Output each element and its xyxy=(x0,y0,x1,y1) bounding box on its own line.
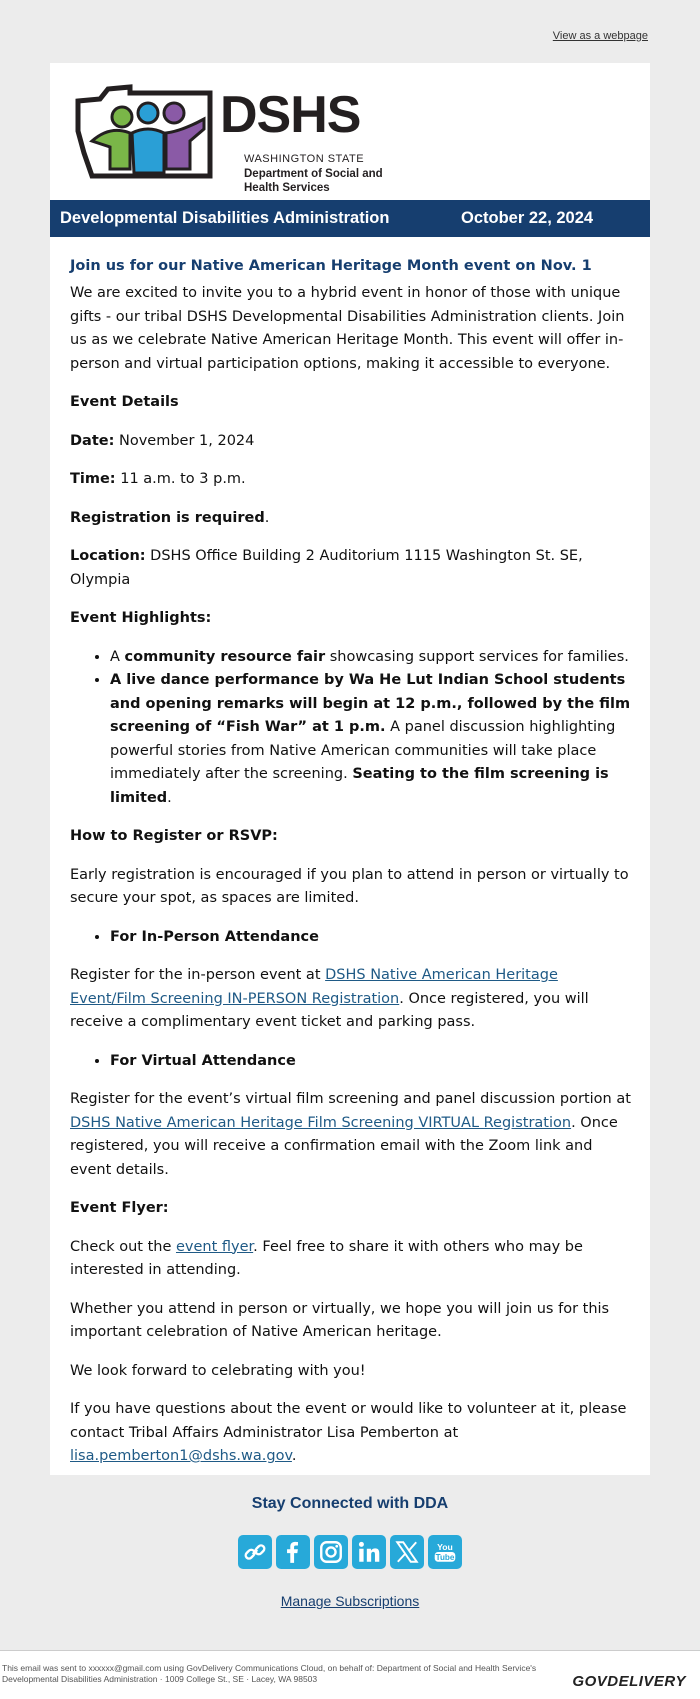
link-icon[interactable] xyxy=(238,1535,272,1569)
social-icons xyxy=(238,1535,468,1569)
banner-date: October 22, 2024 xyxy=(461,209,594,227)
forward-paragraph: We look forward to celebrating with you! xyxy=(70,1362,366,1379)
youtube-icon[interactable] xyxy=(428,1535,462,1569)
flyer-paragraph: Check out the event flyer. Feel free to share it with others who may be interested in attending. xyxy=(70,1238,583,1278)
linkedin-icon[interactable] xyxy=(352,1535,386,1569)
article-body xyxy=(70,255,635,1484)
stay-connected-heading: Stay Connected with DDA xyxy=(251,1495,449,1512)
x-icon[interactable] xyxy=(390,1535,424,1569)
event-time: Time: 11 a.m. to 3 p.m. xyxy=(70,471,246,487)
event-date: Date: November 1, 2024 xyxy=(70,432,255,449)
footer xyxy=(0,1650,700,1699)
govdelivery-logo: GOVDELIVERY xyxy=(572,1673,686,1690)
svg-text:Tube: Tube xyxy=(435,1552,455,1562)
view-as-webpage-link[interactable]: View as a webpage xyxy=(552,30,648,42)
header-banner xyxy=(50,200,650,237)
highlights-list xyxy=(70,646,635,811)
virtual-heading: • For Virtual Attendance xyxy=(110,1050,635,1074)
email-card xyxy=(50,63,650,1475)
facebook-icon[interactable] xyxy=(276,1535,310,1569)
virtual-list xyxy=(70,1050,635,1074)
inperson-heading: • For In-Person Attendance xyxy=(110,926,635,950)
dshs-logo xyxy=(70,81,383,194)
virtual-paragraph: Register for the event’s virtual film screening and panel discussion portion at DSHS Native American Heritage Film Screening VIRTUAL Registration. Once registered, you will receive a confirmation email with the Zoom link and event details. xyxy=(70,1091,631,1178)
event-flyer-link[interactable]: event flyer xyxy=(175,1238,254,1255)
inperson-registration-link[interactable]: DSHS Native American Heritage Event/Film Screening IN-PERSON Registration xyxy=(70,967,558,1007)
intro-paragraph: We are excited to invite you to a hybrid event in honor of those with unique gifts - our tribal DSHS Developmental Disabilities Administration clients. Join us as we celebrate Native American Heritage Month. This event will offer in-person and virtual participation options, making it accessible to everyone. xyxy=(70,285,625,372)
manage-subscriptions-link[interactable]: Manage Subscriptions xyxy=(280,1593,420,1609)
virtual-registration-link[interactable]: DSHS Native American Heritage Film Screening VIRTUAL Registration xyxy=(70,1114,572,1131)
logo-state: WASHINGTON STATE xyxy=(244,153,365,165)
contact-email-link[interactable]: lisa.pemberton1@dshs.wa.gov xyxy=(70,1448,292,1464)
whether-paragraph: Whether you attend in person or virtually, we hope you will join us for this important celebration of Native American heritage. xyxy=(70,1300,610,1340)
footer-text: This email was sent to xxxxxx@gmail.com using GovDelivery Communications Cloud, on behalf of: Department of Social and Health Service's Developmental Disabilities Administration · 1009 College St., SE · Lacey, WA 98503 xyxy=(2,1663,537,1684)
instagram-icon[interactable] xyxy=(314,1535,348,1569)
list-item: • A community resource fair showcasing support services for families. xyxy=(110,646,635,670)
svg-text:You: You xyxy=(437,1541,453,1552)
questions-paragraph: If you have questions about the event or would like to volunteer at it, please contact Tribal Affairs Administrator Lisa Pemberton at lisa.pemberton1@dshs.wa.gov. xyxy=(70,1401,627,1464)
flyer-heading: Event Flyer: xyxy=(70,1200,169,1216)
logo-title: DSHS xyxy=(220,86,361,144)
event-location: Location: DSHS Office Building 2 Auditorium 1115 Washington St. SE, Olympia xyxy=(70,548,583,588)
washington-state-logo-icon xyxy=(70,81,220,181)
banner-title: Developmental Disabilities Administration xyxy=(60,209,390,227)
list-item: • A live dance performance by Wa He Lut Indian School students and opening remarks will begin at 12 p.m., followed by the film screening of “Fish War” at 1 p.m. A panel discussion highlighting powerful stories from Native American communities will take place immediately after the screening. Seating to the film screening is limited. xyxy=(110,669,635,810)
registration-note: Registration is required. xyxy=(70,509,270,526)
inperson-list xyxy=(70,926,635,950)
inperson-paragraph: Register for the in-person event at DSHS Native American Heritage Event/Film Screening IN-PERSON Registration. Once registered, you will receive a complimentary event ticket and parking pass. xyxy=(70,967,589,1030)
logo-dept: Department of Social and Health Services xyxy=(244,168,383,194)
register-paragraph: Early registration is encouraged if you plan to attend in person or virtually to secure your spot, as spaces are limited. xyxy=(70,866,629,906)
article-title: Join us for our Native American Heritage Month event on Nov. 1 xyxy=(70,258,592,274)
register-heading: How to Register or RSVP: xyxy=(70,828,278,844)
highlights-heading: Event Highlights: xyxy=(70,610,212,626)
event-details-heading: Event Details xyxy=(70,394,179,410)
